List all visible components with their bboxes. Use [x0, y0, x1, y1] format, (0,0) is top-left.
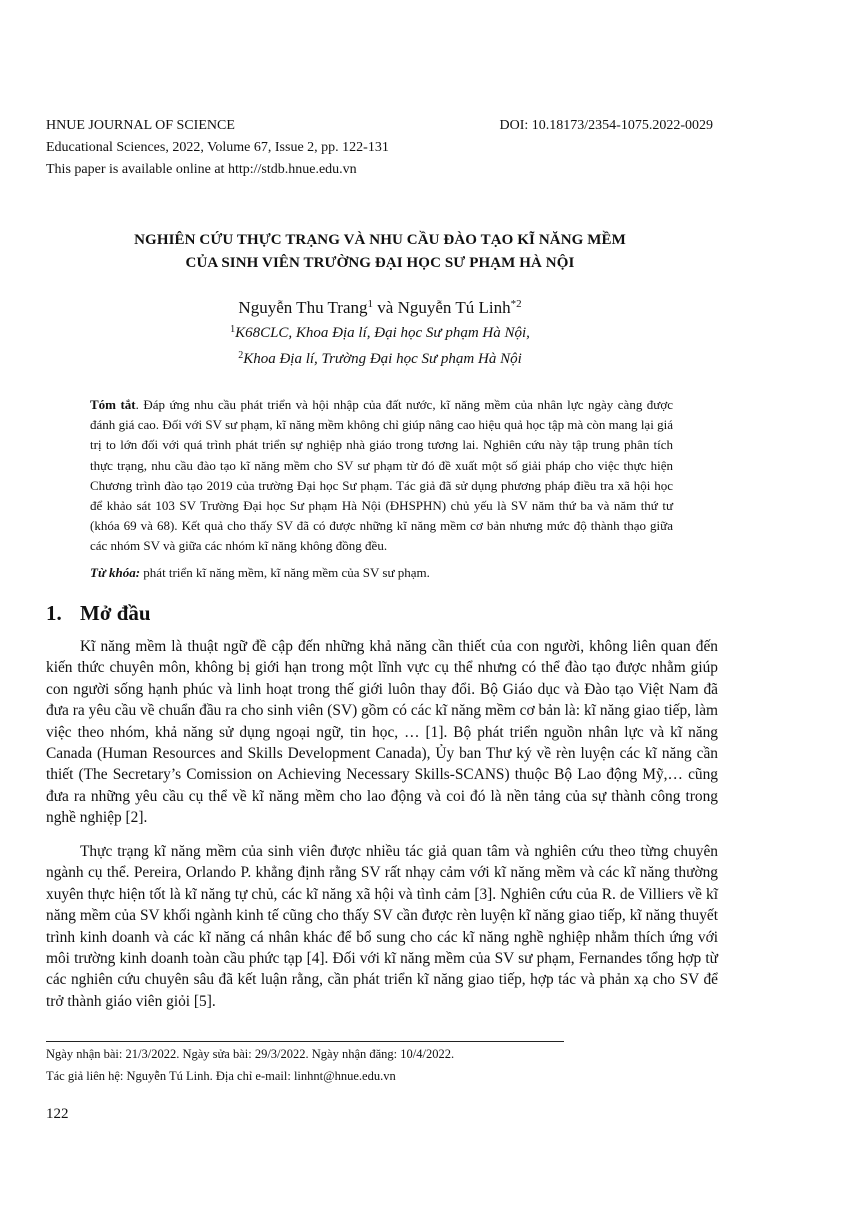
issue-info: Educational Sciences, 2022, Volume 67, Issue 2, pp. 122-131: [46, 140, 389, 155]
author-2: Nguyễn Tú Linh: [397, 298, 511, 317]
abstract-text: . Đáp ứng nhu cầu phát triển và hội nhập của đất nước, kĩ năng mềm của nhân lực ngày càng được đánh giá cao. Đối với SV sư phạm, kĩ năng mềm không chỉ giúp nâng cao hiệu quả học tập mà còn mang lại giá trị to lớn đối với quá trình phát triển sự nghiệp nhà giáo trong tương lai. Nghiên cứu này tập trung phân tích thực trạng, nhu cầu đào tạo kĩ năng mềm cho SV sư phạm từ đó đề xuất một số giải pháp cho việc thực hiện Chương trình đào tạo 2019 của trường Đại học Sư phạm. Tác giả đã sử dụng phương pháp điều tra xã hội học để khảo sát 103 SV Trường Đại học Sư phạm Hà Nội (ĐHSPHN) chủ yếu là SV năm thứ ba và năm thứ tư (khóa 69 và 68). Kết quả cho thấy SV đã có được những kĩ năng mềm cơ bản nhưng mức độ thành thạo giữa các nhóm SV và giữa các nhóm kĩ năng không đồng đều.: [90, 397, 673, 554]
affiliation-1: [46, 323, 714, 343]
page-number: 122: [46, 1106, 69, 1122]
footnote-divider: [46, 1041, 564, 1042]
author-1: Nguyễn Thu Trang: [238, 298, 368, 317]
author-list: [46, 297, 714, 319]
affil-1-mark: 1: [230, 324, 236, 335]
paragraph-text: Thực trạng kĩ năng mềm của sinh viên được nhiều tác giả quan tâm và nghiên cứu theo từng chuyên ngành cụ thể. Pereira, Orlando P. khẳng định rằng SV rất nhạy cảm với kĩ năng mềm và các kĩ năng thường xuyên thực hiện tốt là kĩ năng tự chủ, các kĩ năng xã hội và tình cảm [3]. Nghiên cứu của R. de Villiers về kĩ năng mềm của SV khối ngành kinh tế cũng cho thấy SV cần được rèn luyện kĩ năng giao tiếp, kĩ năng thuyết trình kinh doanh và các kĩ năng cá nhân khác để bổ sung cho các kĩ năng nghề nghiệp nhằm thích ứng với môi trường kinh doanh toàn cầu phức tạp [4]. Đối với kĩ năng mềm của SV sư phạm, Fernandes tổng hợp từ các nghiên cứu chuyên sâu đã kết luận rằng, cần phát triển kĩ năng giao tiếp, hợp tác và phản xạ cho SV để trở thành giáo viên giỏi [5].: [46, 843, 718, 1010]
section-number: 1.: [46, 601, 62, 625]
keywords-text: phát triển kĩ năng mềm, kĩ năng mềm của SV sư phạm.: [140, 565, 430, 580]
affil-1-text: K68CLC, Khoa Địa lí, Đại học Sư phạm Hà Nội,: [235, 325, 530, 341]
keywords-label: Từ khóa:: [90, 565, 141, 580]
author-conjunction: và: [373, 298, 398, 317]
section-title: Mở đầu: [80, 601, 151, 625]
author-1-affil-mark: 1: [367, 298, 374, 310]
footnote-dates: Ngày nhận bài: 21/3/2022. Ngày sửa bài: 29/3/2022. Ngày nhận đăng: 10/4/2022.: [46, 1047, 455, 1061]
affiliation-2: [46, 349, 714, 369]
doi-label: DOI: 10.18173/2354-1075.2022-0029: [499, 118, 713, 133]
affil-2-text: Khoa Địa lí, Trường Đại học Sư phạm Hà Nội: [243, 351, 522, 367]
title-line-1: NGHIÊN CỨU THỰC TRẠNG VÀ NHU CẦU ĐÀO TẠO KĨ NĂNG MỀM: [134, 232, 626, 248]
body-paragraph-1: [46, 636, 718, 829]
availability-note: This paper is available online at http://stdb.hnue.edu.vn: [46, 162, 357, 177]
affil-2-mark: 2: [238, 350, 244, 361]
body-paragraph-2: [46, 841, 718, 1012]
title-line-2: CỦA SINH VIÊN TRƯỜNG ĐẠI HỌC SƯ PHẠM HÀ NỘI: [185, 255, 575, 271]
journal-name: HNUE JOURNAL OF SCIENCE: [46, 118, 235, 133]
abstract-label: Tóm tắt: [90, 397, 136, 412]
paragraph-text: Kĩ năng mềm là thuật ngữ đề cập đến những khả năng cần thiết của con người, không liên quan đến kiến thức chuyên môn, không bị giới hạn trong một lĩnh vực cụ thể nhưng có thể đào tạo được nhằm giúp con người sống hạnh phúc và linh hoạt trong thế giới luôn thay đổi. Bộ Giáo dục và Đào tạo Việt Nam đã đưa ra yêu cầu về chuẩn đầu ra cho sinh viên (SV) gồm có các kĩ năng mềm cơ bản là: kĩ năng giao tiếp, làm việc theo nhóm, khả năng sử dụng ngoại ngữ, tin học, … [1]. Bộ phát triển nguồn nhân lực và kĩ năng Canada (Human Resources and Skills Development Canada), Ủy ban Thư ký về rèn luyện các kĩ năng cần thiết (The Secretary’s Comission on Achieving Necessary Skills-SCANS) thuộc Bộ Lao động Mỹ,… cũng đưa ra những yêu cầu cụ thể về kĩ năng mềm cho lao động và coi đó là nền tảng của sự thành công trong nghề nghiệp [2].: [46, 638, 718, 827]
section-heading: [46, 599, 151, 627]
keywords: [90, 563, 673, 583]
abstract: [90, 395, 673, 557]
footnote-contact: Tác giả liên hệ: Nguyễn Tú Linh. Địa chỉ e-mail: linhnt@hnue.edu.vn: [46, 1069, 396, 1083]
author-2-affil-mark: *2: [510, 298, 522, 310]
paper-title: [46, 229, 714, 275]
